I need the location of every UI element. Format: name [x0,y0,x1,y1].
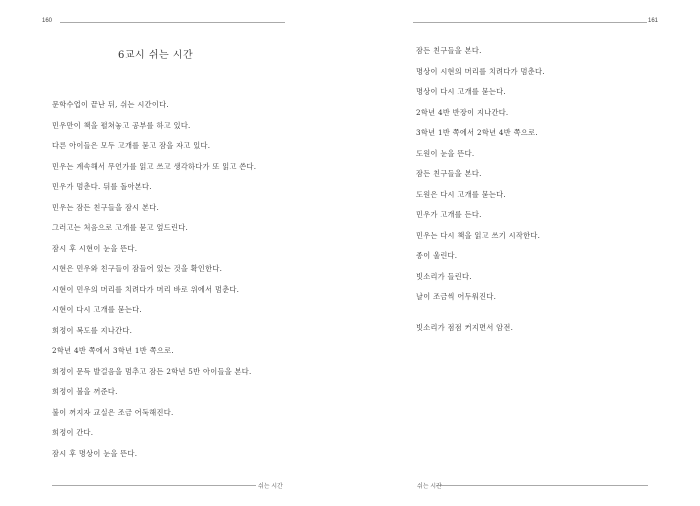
text-line: 민우만이 책을 펼쳐놓고 공부를 하고 있다. [52,120,191,130]
right-page [350,0,700,506]
header-rule [413,22,647,23]
text-line: 희정이 복도를 지나간다. [52,325,133,335]
running-head: 쉬는 시간 [417,484,442,490]
text-line: 명상이 시현의 머리를 치려다가 멈춘다. [416,66,545,76]
page-number: 160 [42,18,53,24]
body-text [52,100,312,469]
text-line: 다른 아이들은 모두 고개를 묻고 잠을 자고 있다. [52,141,211,150]
chapter-title: 6교시 쉬는 시간 [118,50,194,61]
footer-rule [52,485,256,486]
text-line: 시현은 민우와 친구들이 잠들어 있는 것을 확인한다. [52,264,223,273]
page-number: 161 [647,18,658,24]
text-line: 2학년 4반 반장이 지나간다. [416,107,509,117]
text-line: 불이 꺼지자 교실은 조금 어둑해진다. [52,407,174,417]
text-line: 시현이 민우의 머리를 치려다가 머리 바로 위에서 멈춘다. [52,284,240,294]
text-line: 희정이 불을 꺼준다. [52,387,118,396]
text-line: 명상이 다시 고개를 묻는다. [416,87,507,96]
text-line: 민우는 다시 책을 읽고 쓰기 시작한다. [416,230,541,240]
text-line: 희정이 문득 발걸음을 멈추고 잠든 2학년 5반 아이들을 본다. [52,366,252,376]
text-line: 시현이 다시 고개를 묻는다. [52,305,143,314]
body-text [416,46,676,343]
text-line: 도원은 다시 고개를 묻는다. [416,189,507,199]
text-line: 그러고는 처음으로 고개를 묻고 엎드린다. [52,223,189,232]
text-line: 빗소리가 들린다. [416,271,472,281]
text-line: 3학년 1반 쪽에서 2학년 4반 쪽으로. [416,128,538,137]
text-line: 2학년 4반 쪽에서 3학년 1반 쪽으로. [52,346,174,355]
text-line: 문학수업이 끝난 뒤, 쉬는 시간이다. [52,100,169,109]
text-line: 잠든 친구들을 본다. [416,169,482,178]
text-line: 잠든 친구들을 본다. [416,46,482,55]
text-line: 종이 울린다. [416,251,458,260]
text-line: 날이 조금씩 어두워진다. [416,292,497,301]
footer-rule [436,485,648,486]
text-line: 민우가 고개를 든다. [416,210,482,219]
text-line: 희정이 간다. [52,428,94,437]
header-rule [60,22,285,23]
text-line: 잠시 후 명상이 눈을 뜬다. [52,448,138,458]
running-head: 쉬는 시간 [258,484,283,490]
text-line: 민우는 잠든 친구들을 잠시 본다. [52,202,160,212]
text-line: 도원이 눈을 뜬다. [416,148,475,158]
text-line: 잠시 후 시현이 눈을 뜬다. [52,243,138,253]
text-line: 민우가 멈춘다. 뒤를 돌아본다. [52,182,152,191]
closing-line: 빗소리가 점점 커지면서 암전. [416,322,514,332]
text-line: 민우는 계속해서 무언가를 읽고 쓰고 생각하다가 또 읽고 쓴다. [52,161,257,171]
